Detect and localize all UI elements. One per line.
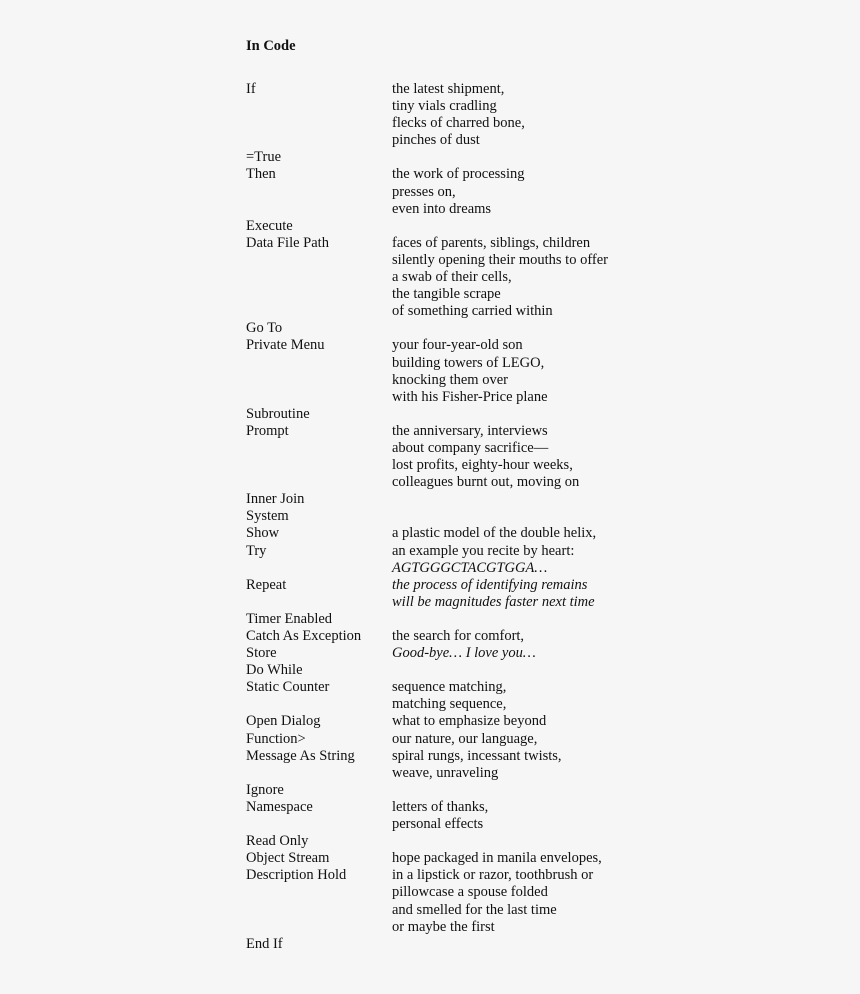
verse-text: colleagues burnt out, moving on [392,474,580,491]
poem-line [0,731,860,748]
verse-text: pillowcase a spouse folded [392,884,548,901]
verse-text: and smelled for the last time [392,901,557,918]
verse-text: spiral rungs, incessant twists, [392,747,562,764]
code-keyword: Private Menu [246,337,325,354]
verse-text: the process of identifying remains [392,576,588,593]
poem-line [0,645,860,662]
verse-text: flecks of charred bone, [392,115,525,132]
poem-line [0,560,860,577]
verse-text: personal effects [392,816,484,833]
poem-line [0,235,860,252]
code-keyword: Object Stream [246,850,330,867]
poem-lines [0,81,860,953]
poem-line [0,184,860,201]
poem-title: In Code [246,38,296,54]
verse-text: faces of parents, siblings, children [392,234,591,251]
verse-text: knocking them over [392,371,508,388]
poem-line [0,628,860,645]
verse-text: a swab of their cells, [392,269,512,286]
code-keyword: =True [246,149,282,166]
verse-text: what to emphasize beyond [392,713,547,730]
poem-line [0,919,860,936]
verse-text: the work of processing [392,166,525,183]
poem-line [0,543,860,560]
verse-text: will be magnitudes faster next time [392,593,595,610]
code-keyword: System [246,508,289,525]
code-keyword: Prompt [246,422,289,439]
verse-text: your four-year-old son [392,337,523,354]
code-keyword: If [246,81,256,97]
code-keyword: Try [246,542,267,559]
poem-line [0,132,860,149]
code-keyword: Data File Path [246,234,329,251]
poem-line [0,696,860,713]
poem-line [0,611,860,628]
code-keyword: End If [246,935,283,952]
poem-line [0,577,860,594]
poem-line [0,355,860,372]
poem-line [0,884,860,901]
poem-line [0,850,860,867]
code-keyword: Subroutine [246,405,310,422]
verse-text: weave, unraveling [392,764,499,781]
poem-line [0,457,860,474]
verse-text: building towers of LEGO, [392,354,545,371]
verse-text: presses on, [392,183,456,200]
verse-text: AGTGGGCTACGTGGA… [392,559,548,576]
code-keyword: Timer Enabled [246,610,333,627]
code-keyword: Ignore [246,781,284,798]
code-keyword: Go To [246,320,283,337]
poem-line [0,98,860,115]
poem-line [0,303,860,320]
poem-line [0,286,860,303]
verse-text: silently opening their mouths to offer [392,251,608,268]
poem-line [0,662,860,679]
verse-text: a plastic model of the double helix, [392,525,597,542]
verse-text: lost profits, eighty-hour weeks, [392,457,573,474]
code-keyword: Show [246,525,280,542]
poem-line [0,406,860,423]
poem-line [0,269,860,286]
poem-line [0,902,860,919]
poem-line [0,201,860,218]
poem-line [0,372,860,389]
code-keyword: Repeat [246,576,287,593]
code-keyword: Read Only [246,833,309,850]
verse-text: hope packaged in manila envelopes, [392,850,602,867]
poem-line [0,867,860,884]
code-keyword: Store [246,645,277,662]
verse-text: about company sacrifice— [392,439,549,456]
verse-text: tiny vials cradling [392,98,497,115]
verse-text: the anniversary, interviews [392,422,548,439]
code-keyword: Do While [246,662,303,679]
code-keyword: Static Counter [246,679,330,696]
verse-text: or maybe the first [392,918,495,935]
poem-line [0,713,860,730]
poem-line [0,320,860,337]
poem-line [0,782,860,799]
poem-line [0,166,860,183]
poem-line [0,491,860,508]
poem-line [0,525,860,542]
poem-line [0,252,860,269]
code-keyword: Description Hold [246,867,347,884]
code-keyword: Execute [246,217,293,234]
verse-text: an example you recite by heart: [392,542,575,559]
verse-text: matching sequence, [392,696,507,713]
verse-text: with his Fisher-Price plane [392,388,548,405]
poem-line [0,149,860,166]
poem-line [0,508,860,525]
verse-text: the tangible scrape [392,286,501,303]
poem-line [0,765,860,782]
code-keyword: Inner Join [246,491,305,508]
poem-line [0,337,860,354]
verse-text: letters of thanks, [392,798,489,815]
poem-line [0,679,860,696]
code-keyword: Message As String [246,747,355,764]
poem-line [0,816,860,833]
code-keyword: Open Dialog [246,713,321,730]
verse-text: of something carried within [392,303,553,320]
poem-line [0,440,860,457]
poem-line [0,748,860,765]
poem-line [0,389,860,406]
verse-text: in a lipstick or razor, toothbrush or [392,867,594,884]
poem-line [0,833,860,850]
code-keyword: Function> [246,730,306,747]
verse-text: our nature, our language, [392,730,538,747]
verse-text: sequence matching, [392,679,507,696]
verse-text: the latest shipment, [392,81,505,97]
verse-text: pinches of dust [392,132,480,149]
code-keyword: Namespace [246,798,313,815]
poem-line [0,474,860,491]
verse-text: the search for comfort, [392,628,525,644]
verse-text: even into dreams [392,200,492,217]
poem-line [0,594,860,611]
poem-line [0,936,860,953]
poem-line [0,115,860,132]
code-keyword: Catch As Exception [246,628,362,644]
poem-line [0,799,860,816]
code-keyword: Then [246,166,276,183]
verse-text: Good-bye… I love you… [392,645,536,662]
poem-line [0,218,860,235]
poem-line [0,81,860,98]
poem-line [0,423,860,440]
